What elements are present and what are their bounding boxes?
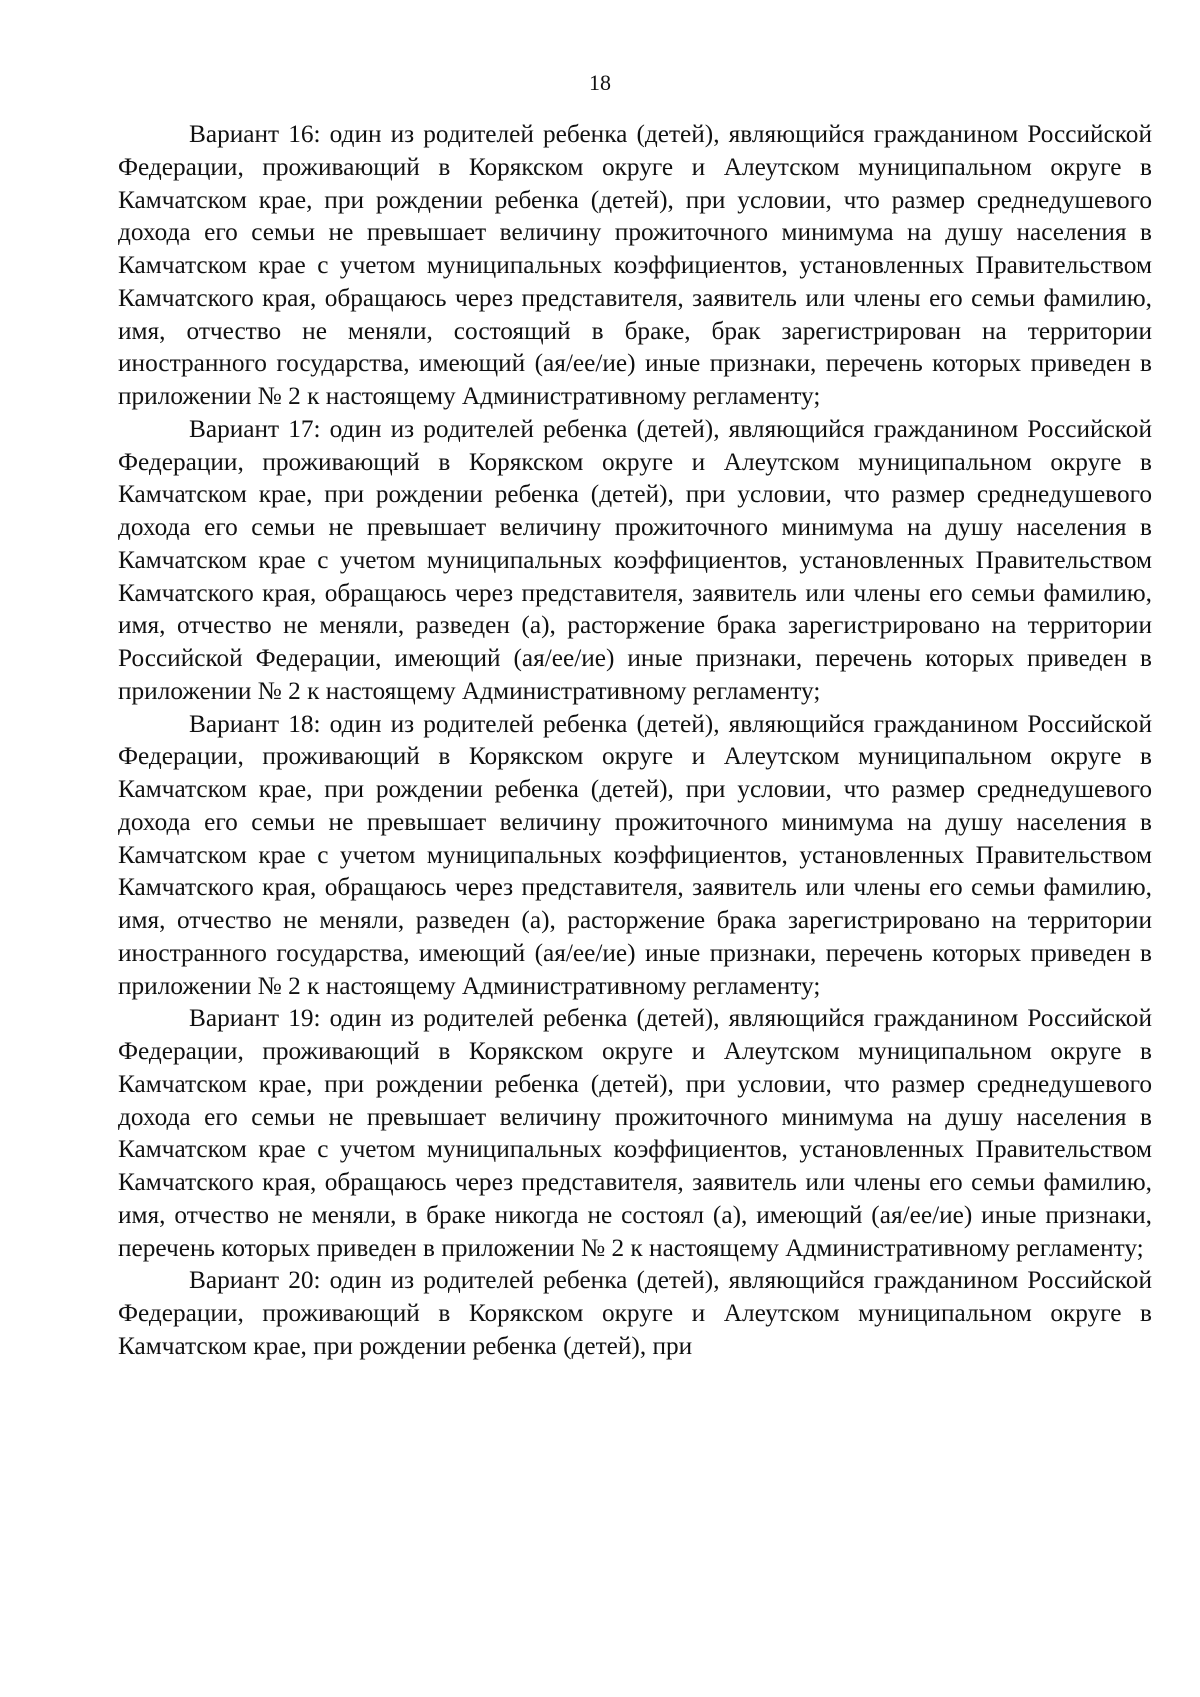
paragraph-variant-19: Вариант 19: один из родителей ребенка (детей), являющийся гражданином Российской Федерации, проживающий в Корякском округе и Алеутском муниципальном округе в Камчатском крае, при рождении ребенка (детей), при условии, что размер среднедушевого дохода его семьи не превышает величину прожиточного минимума на душу населения в Камчатском крае с учетом муниципальных коэффициентов, установленных Правительством Камчатского края, обращаюсь через представителя, заявитель или члены его семьи фамилию, имя, отчество не меняли, в браке никогда не состоял (а), имеющий (ая/ее/ие) иные признаки, перечень которых приведен в приложении № 2 к настоящему Административному регламенту; xyxy=(118,1004,1152,1262)
paragraph-variant-16: Вариант 16: один из родителей ребенка (детей), являющийся гражданином Российской Федерации, проживающий в Корякском округе и Алеутском муниципальном округе в Камчатском крае, при рождении ребенка (детей), при условии, что размер среднедушевого дохода его семьи не превышает величину прожиточного минимума на душу населения в Камчатском крае с учетом муниципальных коэффициентов, установленных Правительством Камчатского края, обращаюсь через представителя, заявитель или члены его семьи фамилию, имя, отчество не меняли, состоящий в браке, брак зарегистрирован на территории иностранного государства, имеющий (ая/ее/ие) иные признаки, перечень которых приведен в приложении № 2 к настоящему Административному регламенту; xyxy=(118,120,1152,410)
paragraph-variant-17: Вариант 17: один из родителей ребенка (детей), являющийся гражданином Российской Федерации, проживающий в Корякском округе и Алеутском муниципальном округе в Камчатском крае, при рождении ребенка (детей), при условии, что размер среднедушевого дохода его семьи не превышает величину прожиточного минимума на душу населения в Камчатском крае с учетом муниципальных коэффициентов, установленных Правительством Камчатского края, обращаюсь через представителя, заявитель или члены его семьи фамилию, имя, отчество не меняли, разведен (а), расторжение брака зарегистрировано на территории Российской Федерации, имеющий (ая/ее/ие) иные признаки, перечень которых приведен в приложении № 2 к настоящему Административному регламенту; xyxy=(118,414,1152,705)
paragraph-variant-20: Вариант 20: один из родителей ребенка (детей), являющийся гражданином Российской Федерации, проживающий в Корякском округе и Алеутском муниципальном округе в Камчатском крае, при рождении ребенка (детей), при xyxy=(118,1266,1152,1360)
page-number: 18 xyxy=(589,70,611,95)
paragraph-variant-18: Вариант 18: один из родителей ребенка (детей), являющийся гражданином Российской Федерации, проживающий в Корякском округе и Алеутском муниципальном округе в Камчатском крае, при рождении ребенка (детей), при условии, что размер среднедушевого дохода его семьи не превышает величину прожиточного минимума на душу населения в Камчатском крае с учетом муниципальных коэффициентов, установленных Правительством Камчатского края, обращаюсь через представителя, заявитель или члены его семьи фамилию, имя, отчество не меняли, разведен (а), расторжение брака зарегистрировано на территории иностранного государства, имеющий (ая/ее/ие) иные признаки, перечень которых приведен в приложении № 2 к настоящему Административному регламенту; xyxy=(118,709,1152,1000)
page-body xyxy=(118,118,1152,1363)
